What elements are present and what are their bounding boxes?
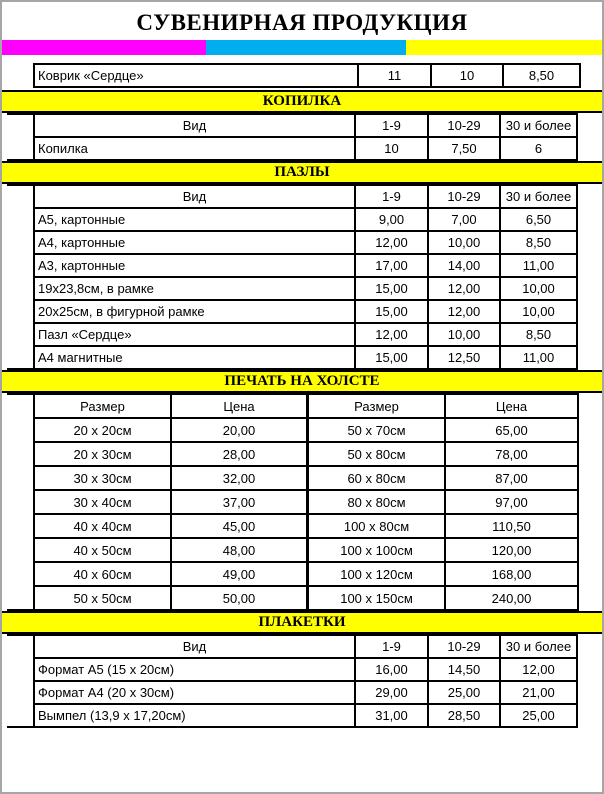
- table-row: [7, 466, 578, 490]
- price-cell: 25,00: [500, 704, 577, 727]
- price-cell: 11,00: [500, 346, 577, 369]
- price-cell: 168,00: [445, 562, 578, 586]
- price-cell: 7,00: [428, 208, 500, 231]
- product-name-cell: А4 магнитные: [34, 346, 355, 369]
- price-cell: 17,00: [355, 254, 428, 277]
- intro-price-table: [7, 63, 581, 88]
- product-name-cell: А5, картонные: [34, 208, 355, 231]
- price-cell: 15,00: [355, 346, 428, 369]
- table-row: [7, 681, 577, 704]
- product-name-cell: Копилка: [34, 137, 355, 160]
- price-cell: 10: [431, 64, 503, 87]
- size-cell: 40 х 50см: [34, 538, 171, 562]
- spacer-cell: [7, 394, 34, 610]
- table-row: [7, 346, 577, 369]
- size-cell: 40 х 60см: [34, 562, 171, 586]
- price-cell: 31,00: [355, 704, 428, 727]
- section-header-pazly: ПАЗЛЫ: [2, 161, 602, 184]
- table-row: [7, 514, 578, 538]
- table-row: [7, 538, 578, 562]
- size-cell: 80 х 80см: [308, 490, 446, 514]
- price-cell: 15,00: [355, 277, 428, 300]
- product-name-cell: Формат А4 (20 х 30см): [34, 681, 355, 704]
- price-cell: 8,50: [500, 231, 577, 254]
- size-cell: 30 х 40см: [34, 490, 171, 514]
- column-header: 10-29: [428, 635, 500, 658]
- price-cell: 21,00: [500, 681, 577, 704]
- price-cell: 45,00: [171, 514, 308, 538]
- product-name-cell: Пазл «Сердце»: [34, 323, 355, 346]
- price-cell: 10: [355, 137, 428, 160]
- size-cell: 60 х 80см: [308, 466, 446, 490]
- section-header-canvas-print: ПЕЧАТЬ НА ХОЛСТЕ: [2, 370, 602, 393]
- canvas-print-table: [7, 393, 579, 611]
- price-cell: 7,50: [428, 137, 500, 160]
- price-cell: 12,50: [428, 346, 500, 369]
- table-row: [7, 208, 577, 231]
- column-header: Вид: [34, 185, 355, 208]
- column-header: 10-29: [428, 185, 500, 208]
- price-cell: 50,00: [171, 586, 308, 610]
- product-name-cell: 20х25см, в фигурной рамке: [34, 300, 355, 323]
- spacer-cell: [7, 185, 34, 369]
- column-header: Размер: [34, 394, 171, 418]
- price-cell: 87,00: [445, 466, 578, 490]
- table-header-row: [7, 185, 577, 208]
- spacer-cell: [7, 64, 34, 87]
- price-cell: 97,00: [445, 490, 578, 514]
- product-name-cell: А4, картонные: [34, 231, 355, 254]
- column-header: 30 и более: [500, 185, 577, 208]
- column-header: 30 и более: [500, 635, 577, 658]
- column-header: 1-9: [355, 635, 428, 658]
- price-cell: 20,00: [171, 418, 308, 442]
- size-cell: 40 х 40см: [34, 514, 171, 538]
- price-cell: 25,00: [428, 681, 500, 704]
- column-header: Размер: [308, 394, 446, 418]
- price-cell: 29,00: [355, 681, 428, 704]
- price-cell: 10,00: [500, 277, 577, 300]
- price-cell: 240,00: [445, 586, 578, 610]
- price-cell: 28,00: [171, 442, 308, 466]
- table-row: [7, 704, 577, 727]
- pazly-table: [7, 184, 578, 370]
- table-header-row: [7, 394, 578, 418]
- product-name-cell: 19х23,8см, в рамке: [34, 277, 355, 300]
- size-cell: 20 х 30см: [34, 442, 171, 466]
- price-cell: 12,00: [355, 323, 428, 346]
- price-cell: 12,00: [428, 277, 500, 300]
- decor-color-bar: [2, 40, 602, 55]
- column-header: Цена: [171, 394, 308, 418]
- price-cell: 6: [500, 137, 577, 160]
- price-cell: 32,00: [171, 466, 308, 490]
- price-cell: 12,00: [355, 231, 428, 254]
- product-name-cell: А3, картонные: [34, 254, 355, 277]
- magenta-bar-segment: [2, 40, 206, 55]
- price-cell: 11,00: [500, 254, 577, 277]
- size-cell: 100 х 150см: [308, 586, 446, 610]
- kopilka-table: [7, 113, 578, 161]
- size-cell: 30 х 30см: [34, 466, 171, 490]
- table-header-row: [7, 114, 577, 137]
- size-cell: 50 х 50см: [34, 586, 171, 610]
- table-row: [7, 64, 580, 87]
- price-cell: 11: [358, 64, 431, 87]
- size-cell: 100 х 80см: [308, 514, 446, 538]
- size-cell: 50 х 80см: [308, 442, 446, 466]
- section-header-kopilka: КОПИЛКА: [2, 90, 602, 113]
- price-cell: 49,00: [171, 562, 308, 586]
- size-cell: 100 х 120см: [308, 562, 446, 586]
- table-row: [7, 562, 578, 586]
- column-header: Вид: [34, 635, 355, 658]
- spacer-cell: [7, 114, 34, 160]
- price-cell: 15,00: [355, 300, 428, 323]
- price-cell: 9,00: [355, 208, 428, 231]
- price-cell: 37,00: [171, 490, 308, 514]
- column-header: 1-9: [355, 114, 428, 137]
- price-cell: 65,00: [445, 418, 578, 442]
- column-header: 1-9: [355, 185, 428, 208]
- table-header-row: [7, 635, 577, 658]
- price-cell: 120,00: [445, 538, 578, 562]
- table-row: [7, 254, 577, 277]
- table-row: [7, 137, 577, 160]
- table-row: [7, 658, 577, 681]
- column-header: Цена: [445, 394, 578, 418]
- size-cell: 20 х 20см: [34, 418, 171, 442]
- size-cell: 50 х 70см: [308, 418, 446, 442]
- section-header-plaketki: ПЛАКЕТКИ: [2, 611, 602, 634]
- page-title: СУВЕНИРНАЯ ПРОДУКЦИЯ: [136, 10, 468, 35]
- product-name-cell: Формат А5 (15 х 20см): [34, 658, 355, 681]
- product-name-cell: Вымпел (13,9 х 17,20см): [34, 704, 355, 727]
- table-row: [7, 442, 578, 466]
- price-cell: 16,00: [355, 658, 428, 681]
- price-cell: 14,50: [428, 658, 500, 681]
- table-row: [7, 323, 577, 346]
- spacer-cell: [7, 635, 34, 727]
- table-row: [7, 300, 577, 323]
- table-row: [7, 490, 578, 514]
- table-row: [7, 418, 578, 442]
- plaketki-table: [7, 634, 578, 728]
- price-cell: 8,50: [500, 323, 577, 346]
- table-row: [7, 277, 577, 300]
- yellow-bar-segment: [406, 40, 602, 55]
- size-cell: 100 х 100см: [308, 538, 446, 562]
- table-row: [7, 231, 577, 254]
- product-name-cell: Коврик «Сердце»: [34, 64, 358, 87]
- column-header: 10-29: [428, 114, 500, 137]
- price-cell: 10,00: [428, 323, 500, 346]
- price-cell: 48,00: [171, 538, 308, 562]
- price-cell: 6,50: [500, 208, 577, 231]
- column-header: Вид: [34, 114, 355, 137]
- cyan-bar-segment: [206, 40, 406, 55]
- price-cell: 12,00: [428, 300, 500, 323]
- price-cell: 28,50: [428, 704, 500, 727]
- price-cell: 78,00: [445, 442, 578, 466]
- price-cell: 8,50: [503, 64, 580, 87]
- price-cell: 110,50: [445, 514, 578, 538]
- price-cell: 10,00: [500, 300, 577, 323]
- price-cell: 14,00: [428, 254, 500, 277]
- price-cell: 10,00: [428, 231, 500, 254]
- column-header: 30 и более: [500, 114, 577, 137]
- table-row: [7, 586, 578, 610]
- price-cell: 12,00: [500, 658, 577, 681]
